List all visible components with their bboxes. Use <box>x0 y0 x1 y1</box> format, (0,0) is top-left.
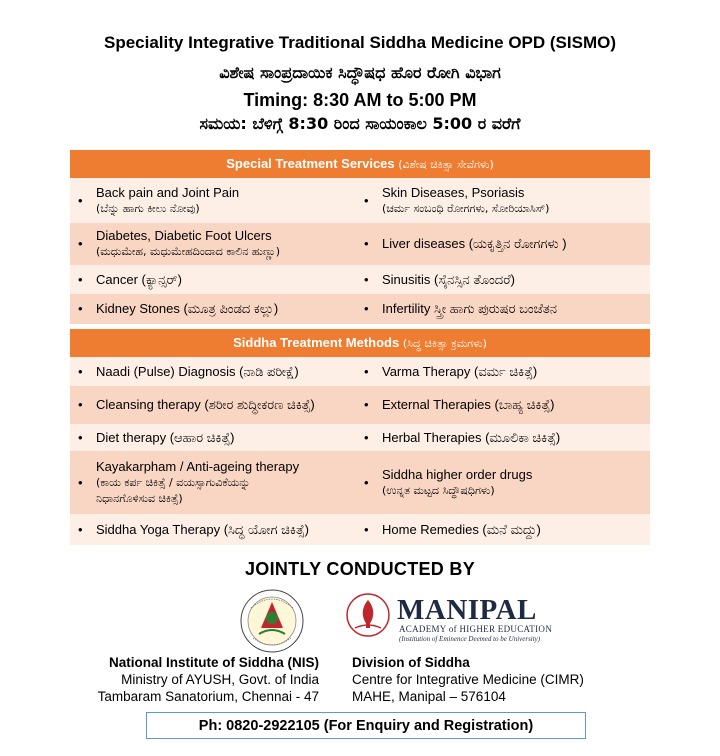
bullet-icon: • <box>364 236 369 251</box>
table-row <box>70 294 650 324</box>
list-item <box>360 514 650 545</box>
special-services-heading: Special Treatment Services (ವಿಶೇಷ ಚಿಕಿತ್ಸಾ ಸೇವೆಗಳು) <box>70 150 650 178</box>
list-item <box>70 514 360 545</box>
table-row <box>70 223 650 265</box>
item-line: Home Remedies (ಮನೆ ಮದ್ದು) <box>382 521 541 537</box>
bullet-icon: • <box>364 429 369 445</box>
item-line: Herbal Therapies (ಮೂಲಿಕಾ ಚಿಕಿತ್ಸೆ) <box>382 429 561 445</box>
item-line: Siddha higher order drugs <box>382 466 533 482</box>
manipal-tagline: (Institution of Eminence Deemed to be University) <box>399 635 541 643</box>
item-line: External Therapies (ಬಾಹ್ಯ ಚಿಕಿತ್ಸೆ) <box>382 397 555 412</box>
list-item <box>360 178 650 223</box>
bullet-icon: • <box>78 363 83 379</box>
list-item <box>360 265 650 294</box>
bullet-icon: • <box>364 521 369 537</box>
page-title-kannada: ವಿಶೇಷ ಸಾಂಪ್ರದಾಯಿಕ ಸಿದ್ಧೌಷಧ ಹೊರ ರೋಗಿ ವಿಭಾಗ <box>219 63 501 82</box>
special-services-table <box>70 150 650 324</box>
list-item <box>360 451 650 514</box>
bullet-icon: • <box>78 236 83 251</box>
item-line: (ಉನ್ನತ ಮಟ್ಟದ ಸಿದ್ಧೌಷಧಿಗಳು) <box>382 483 495 497</box>
list-item <box>70 265 360 294</box>
bullet-icon: • <box>78 397 83 412</box>
bullet-icon: • <box>364 192 369 208</box>
list-item <box>70 451 360 514</box>
item-line: Diet therapy (ಆಹಾರ ಚಿಕಿತ್ಸೆ) <box>96 429 235 445</box>
item-line: Naadi (Pulse) Diagnosis (ನಾಡಿ ಪರೀಕ್ಷೆ) <box>96 363 299 379</box>
bullet-icon: • <box>78 301 83 316</box>
manipal-emblem-icon <box>345 592 391 638</box>
mahe-address <box>352 654 584 705</box>
list-item <box>70 357 360 386</box>
manipal-subtitle: ACADEMY of HIGHER EDUCATION <box>399 624 553 634</box>
nis-ministry: Ministry of AYUSH, Govt. of India <box>121 672 319 687</box>
item-line: Kayakarpham / Anti-ageing therapy <box>96 458 300 474</box>
table-row <box>70 357 650 386</box>
list-item <box>70 178 360 223</box>
table-row <box>70 514 650 545</box>
table-row <box>70 451 650 514</box>
item-line: Infertility ಸ್ತ್ರೀ ಹಾಗು ಪುರುಷರ ಬಂಜೆತನ <box>382 301 557 316</box>
list-item <box>70 223 360 265</box>
list-item <box>360 294 650 324</box>
bullet-icon: • <box>78 271 83 287</box>
bullet-icon: • <box>78 474 83 490</box>
item-line: Skin Diseases, Psoriasis <box>382 184 525 200</box>
item-line: Varma Therapy (ವರ್ಮ ಚಿಕಿತ್ಸೆ) <box>382 363 538 379</box>
table-row <box>70 386 650 424</box>
item-line: Siddha Yoga Therapy (ಸಿದ್ಧ ಯೋಗ ಚಿಕಿತ್ಸೆ) <box>96 521 309 537</box>
page-title: Speciality Integrative Traditional Siddha Medicine OPD (SISMO) <box>104 33 616 52</box>
item-line: Liver diseases (ಯಕೃತ್ತಿನ ರೋಗಗಳು ) <box>382 236 567 251</box>
mahe-centre: Centre for Integrative Medicine (CIMR) <box>352 672 584 687</box>
nis-address <box>64 654 319 705</box>
item-line: (ಮಧುಮೇಹ, ಮಧುಮೇಹದಿಂದಾದ ಕಾಲಿನ ಹುಣ್ಣು) <box>96 245 281 258</box>
bullet-icon: • <box>78 192 83 208</box>
nis-name: National Institute of Siddha (NIS) <box>109 655 319 670</box>
item-line: Sinusitis (ಸೈನಸ್ಸಿನ ತೊಂದರೆ) <box>382 271 515 287</box>
manipal-wordmark: MANIPAL <box>397 594 537 626</box>
table-row <box>70 424 650 451</box>
bullet-icon: • <box>364 363 369 379</box>
phone-contact: Ph: 0820-2922105 (For Enquiry and Registration) <box>146 712 586 739</box>
bullet-icon: • <box>78 429 83 445</box>
item-line: Cleansing therapy (ಶರೀರ ಶುದ್ಧೀಕರಣ ಚಿಕಿತ್ಸೆ) <box>96 397 315 412</box>
list-item <box>360 424 650 451</box>
bullet-icon: • <box>364 301 369 316</box>
mahe-division: Division of Siddha <box>352 655 470 670</box>
nis-location: Tambaram Sanatorium, Chennai - 47 <box>97 689 319 704</box>
timing-kannada: ಸಮಯ: ಬೆಳಿಗ್ಗೆ 8:30 ರಿಂದ ಸಾಯಂಕಾಲ 5:00 ರ ವರೆಗೆ <box>199 114 521 133</box>
list-item <box>360 357 650 386</box>
mahe-location: MAHE, Manipal – 576104 <box>352 689 506 704</box>
table-row <box>70 265 650 294</box>
list-item <box>70 294 360 324</box>
item-line: ನಿಧಾನಗೊಳಿಸುವ ಚಿಕಿತ್ಸೆ) <box>96 491 183 505</box>
bullet-icon: • <box>364 271 369 287</box>
item-line: (ಚರ್ಮ ಸಂಬಂಧಿ ರೋಗಗಳು, ಸೋರಿಯಾಸಿಸ್) <box>382 201 550 215</box>
nis-logo-icon <box>239 588 305 654</box>
item-line: Diabetes, Diabetic Foot Ulcers <box>96 228 272 243</box>
list-item <box>70 424 360 451</box>
list-item <box>360 223 650 265</box>
jointly-conducted-heading: JOINTLY CONDUCTED BY <box>244 559 476 579</box>
bullet-icon: • <box>364 474 369 490</box>
list-item <box>360 386 650 424</box>
methods-table <box>70 329 650 545</box>
item-line: Kidney Stones (ಮೂತ್ರ ಪಿಂಡದ ಕಲ್ಲು) <box>96 301 279 316</box>
bullet-icon: • <box>78 521 83 537</box>
methods-heading: Siddha Treatment Methods (ಸಿದ್ಧ ಚಿಕಿತ್ಸಾ ಕ್ರಮಗಳು) <box>70 329 650 357</box>
table-row <box>70 178 650 223</box>
item-line: (ಕಾಯ ಕರ್ಪ ಚಿಕಿತ್ಸೆ / ವಯಸ್ಸಾಗುವಿಕೆಯನ್ನು <box>96 475 251 489</box>
timing: Timing: 8:30 AM to 5:00 PM <box>243 90 477 110</box>
item-line: (ಬೆನ್ನು ಹಾಗು ಕೀಲು ನೋವು) <box>96 201 200 215</box>
bullet-icon: • <box>364 397 369 412</box>
item-line: Back pain and Joint Pain <box>96 184 240 200</box>
list-item <box>70 386 360 424</box>
item-line: Cancer (ಕ್ಯಾನ್ಸರ್) <box>96 271 182 287</box>
